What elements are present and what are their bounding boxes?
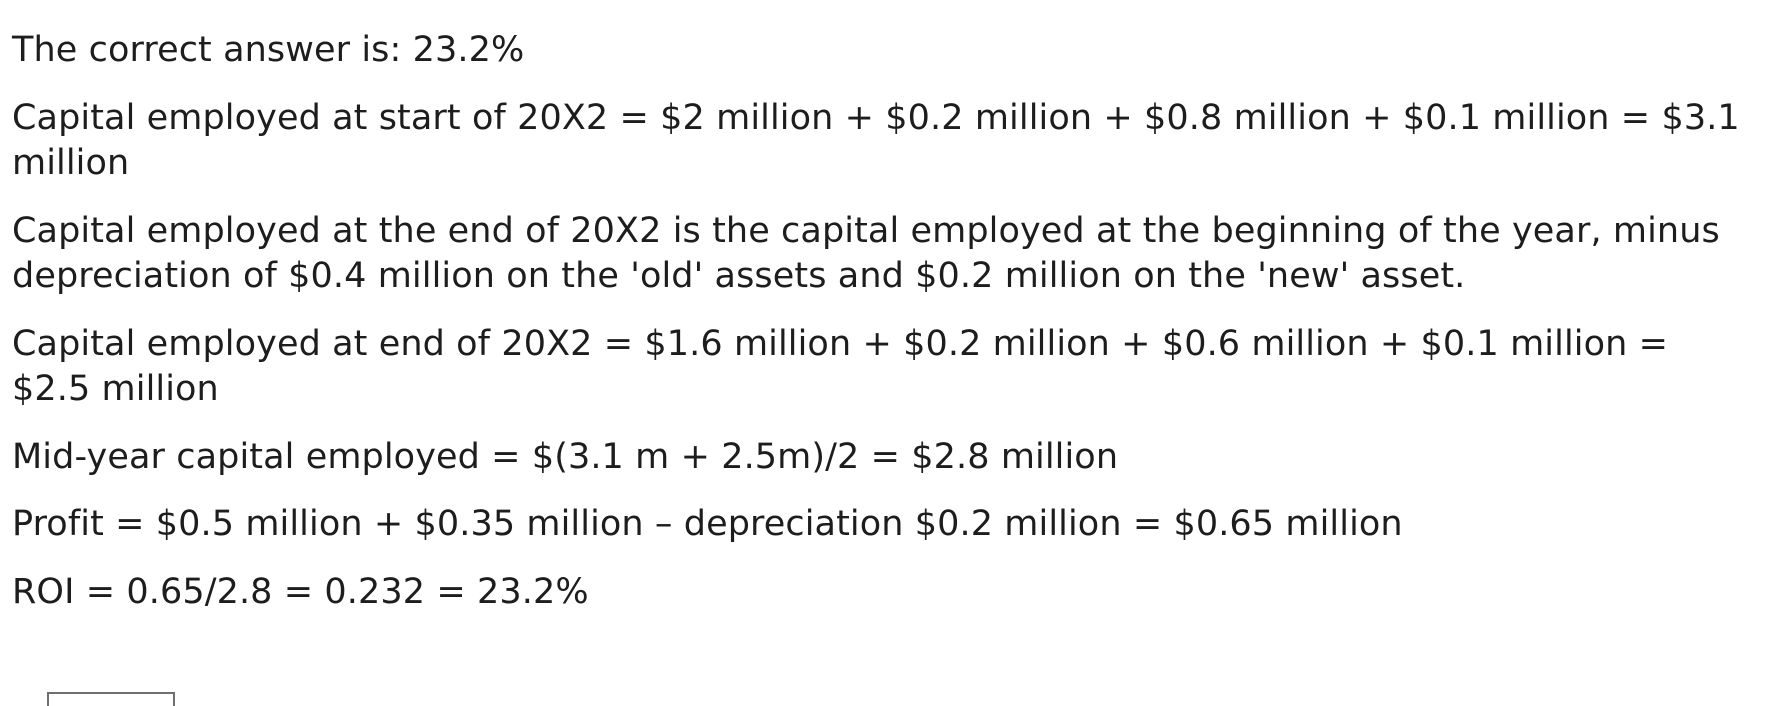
explanation-paragraph-2: Capital employed at the end of 20X2 is the capital employed at the beginning of the year, minus depreciation of $0.4 million on the 'old' assets and $0.2 million on the 'new' asset. xyxy=(12,210,1720,296)
explanation-paragraph-1: Capital employed at start of 20X2 = $2 million + $0.2 million + $0.8 million + $0.1 million = $3.1 million xyxy=(12,97,1740,183)
correct-answer-heading: The correct answer is: 23.2% xyxy=(12,30,525,70)
explanation-paragraph-5: Profit = $0.5 million + $0.35 million – depreciation $0.2 million = $0.65 million xyxy=(12,504,1403,544)
explanation-paragraph-3: Capital employed at end of 20X2 = $1.6 million + $0.2 million + $0.6 million + $0.1 million = $2.5 million xyxy=(12,323,1669,409)
partial-button-below-fold[interactable] xyxy=(47,692,175,706)
explanation-paragraph-4: Mid-year capital employed = $(3.1 m + 2.5m)/2 = $2.8 million xyxy=(12,436,1119,477)
answer-explanation-body xyxy=(12,28,1740,615)
explanation-paragraph-6: ROI = 0.65/2.8 = 0.232 = 23.2% xyxy=(12,571,589,612)
